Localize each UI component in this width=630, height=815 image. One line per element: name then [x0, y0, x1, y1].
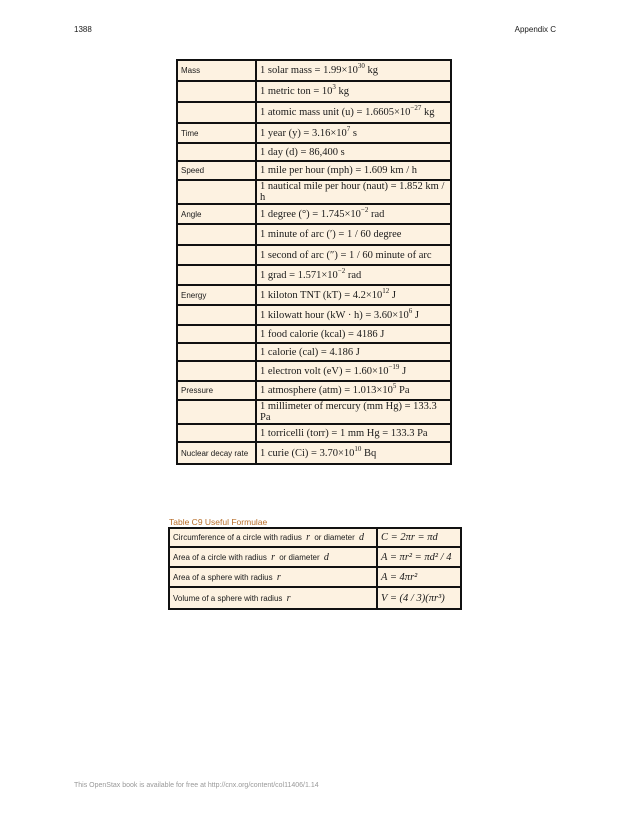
page-number: 1388: [74, 25, 92, 34]
table-row: [177, 161, 451, 180]
formula-description: Volume of a sphere with radius r: [169, 587, 377, 609]
table-row: [169, 547, 461, 567]
table-row: [177, 381, 451, 400]
conversion-cell: 1 curie $(Ci) = 3.70\times 10^{10}$ Bq: [256, 442, 451, 464]
conversion-cell: 1 metric ton = $10^3$ kg: [256, 81, 451, 102]
quantity-cell: [177, 361, 256, 381]
table-row: [177, 204, 451, 224]
quantity-cell: [177, 81, 256, 102]
conversion-cell: 1 grad = $1.571\times 10^{-2}$ rad: [256, 265, 451, 285]
quantity-cell: Pressure: [177, 381, 256, 400]
formula-expression: V = (4 / 3)(πr³): [377, 587, 461, 609]
conversion-cell: 1 minute of arc (′) = 1 / 60 degree: [256, 224, 451, 245]
table-row: [177, 265, 451, 285]
quantity-cell: [177, 400, 256, 424]
quantity-cell: [177, 343, 256, 361]
table-row: [177, 224, 451, 245]
conversion-cell: 1 nautical mile per hour (naut) = 1.852 km / h: [256, 180, 451, 204]
formula-description: Circumference of a circle with radius r or diameter d: [169, 528, 377, 547]
conversion-cell: 1 day (d) = 86,400 s: [256, 143, 451, 161]
appendix-label: Appendix C: [514, 25, 556, 34]
conversion-cell: 1 degree (°) = $1.745\times 10^{-2}$ rad: [256, 204, 451, 224]
quantity-cell: [177, 305, 256, 325]
table-row: [177, 285, 451, 305]
table-row: [177, 180, 451, 204]
quantity-cell: Time: [177, 123, 256, 143]
table-caption: Table C9 Useful Formulae: [169, 517, 268, 527]
conversion-cell: 1 solar mass = $1.99\times 10^{30}$ kg: [256, 60, 451, 81]
quantity-cell: [177, 224, 256, 245]
conversion-cell: 1 year $(y) = 3.16\times 10^7$ s: [256, 123, 451, 143]
quantity-cell: [177, 245, 256, 265]
table-row: [177, 400, 451, 424]
conversion-cell: 1 millimeter of mercury (mm Hg) = 133.3 Pa: [256, 400, 451, 424]
formula-expression: A = πr² = πd² / 4: [377, 547, 461, 567]
formulae-table: [168, 527, 462, 610]
formula-expression: A = 4πr²: [377, 567, 461, 587]
formula-expression: C = 2πr = πd: [377, 528, 461, 547]
quantity-cell: [177, 424, 256, 442]
footer-note: This OpenStax book is available for free at http://cnx.org/content/col11406/1.14: [74, 782, 319, 789]
quantity-cell: [177, 143, 256, 161]
table-row: [177, 143, 451, 161]
table-row: [177, 361, 451, 381]
formula-description: Area of a sphere with radius r: [169, 567, 377, 587]
table-row: [177, 245, 451, 265]
quantity-cell: [177, 325, 256, 343]
table-row: [177, 123, 451, 143]
quantity-cell: Speed: [177, 161, 256, 180]
formula-description: Area of a circle with radius r or diameter d: [169, 547, 377, 567]
table-row: [177, 442, 451, 464]
table-row: [177, 325, 451, 343]
conversion-cell: 1 calorie (cal) = 4.186 J: [256, 343, 451, 361]
table-row: [177, 305, 451, 325]
table-row: [177, 343, 451, 361]
quantity-cell: Mass: [177, 60, 256, 81]
table-row: [177, 424, 451, 442]
conversion-cell: 1 second of arc (″) = 1 / 60 minute of arc: [256, 245, 451, 265]
table-row: [169, 587, 461, 609]
conversion-cell: 1 food calorie (kcal) = 4186 J: [256, 325, 451, 343]
conversion-cell: 1 kilowatt hour $(kW \cdot h) = 3.60\times 10^6$ J: [256, 305, 451, 325]
unit-conversion-table: [176, 59, 452, 465]
conversion-cell: 1 atomic mass unit $(u) = 1.6605\times 10^{-27}$ kg: [256, 102, 451, 123]
conversion-cell: 1 mile per hour (mph) = 1.609 km / h: [256, 161, 451, 180]
quantity-cell: Angle: [177, 204, 256, 224]
table-row: [169, 567, 461, 587]
quantity-cell: [177, 102, 256, 123]
quantity-cell: Energy: [177, 285, 256, 305]
table-row: [177, 102, 451, 123]
quantity-cell: Nuclear decay rate: [177, 442, 256, 464]
conversion-cell: 1 torricelli (torr) = 1 mm Hg = 133.3 Pa: [256, 424, 451, 442]
conversion-cell: 1 atmosphere $(atm) = 1.013\times 10^5$ Pa: [256, 381, 451, 400]
table-row: [169, 528, 461, 547]
table-row: [177, 60, 451, 81]
quantity-cell: [177, 180, 256, 204]
table-row: [177, 81, 451, 102]
conversion-cell: 1 kiloton TNT $(kT) = 4.2\times 10^{12}$ J: [256, 285, 451, 305]
quantity-cell: [177, 265, 256, 285]
conversion-cell: 1 electron volt $(eV) = 1.60\times 10^{-19}$ J: [256, 361, 451, 381]
